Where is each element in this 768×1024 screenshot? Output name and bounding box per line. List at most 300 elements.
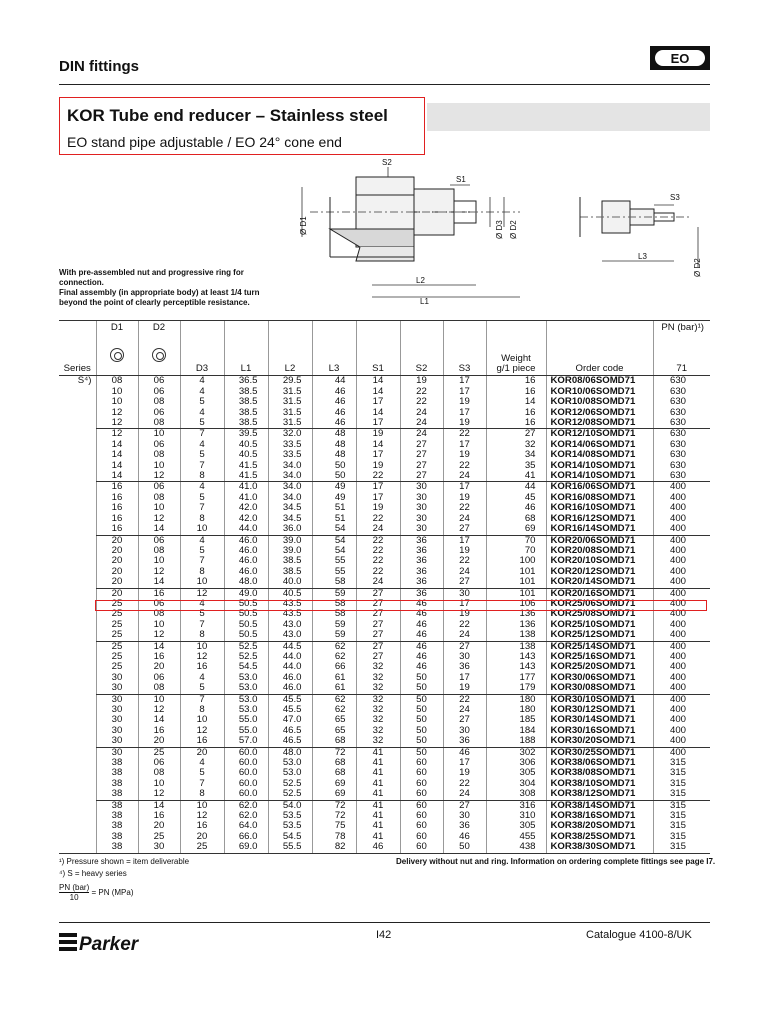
- cell-s3: 24: [443, 567, 486, 577]
- cell-s1: 14: [356, 440, 400, 450]
- cell-d3: 7: [180, 694, 224, 705]
- pn-denominator: 10: [69, 893, 79, 902]
- cell-weight: 106: [486, 599, 546, 609]
- cell-l1: 60.0: [224, 758, 268, 768]
- cell-s2: 50: [400, 747, 443, 758]
- cell-d1: 30: [96, 747, 138, 758]
- cell-series: [59, 832, 96, 842]
- cell-s3: 36: [443, 662, 486, 672]
- cell-weight: 68: [486, 514, 546, 524]
- label-s1: S1: [456, 175, 466, 184]
- cell-d1: 10: [96, 387, 138, 397]
- cell-pn: 630: [653, 450, 710, 460]
- cell-l2: 38.5: [268, 567, 312, 577]
- label-s2: S2: [382, 158, 392, 167]
- cell-weight: 35: [486, 461, 546, 471]
- cell-d1: 20: [96, 577, 138, 588]
- cell-series: [59, 683, 96, 694]
- cell-l2: 46.0: [268, 673, 312, 683]
- cell-series: [59, 811, 96, 821]
- cell-l3: 50: [312, 461, 356, 471]
- label-d2: Ø D2: [509, 220, 518, 239]
- cell-l1: 53.0: [224, 694, 268, 705]
- cell-d2: 06: [138, 758, 180, 768]
- cell-d1: 20: [96, 546, 138, 556]
- cell-series: [59, 662, 96, 672]
- cell-weight: 16: [486, 418, 546, 429]
- cell-l3: 54: [312, 546, 356, 556]
- cell-s2: 60: [400, 789, 443, 800]
- cell-s2: 50: [400, 715, 443, 725]
- cell-s2: 60: [400, 768, 443, 778]
- cell-order-code: KOR38/25SOMD71: [546, 832, 653, 842]
- cell-l1: 38.5: [224, 408, 268, 418]
- col-d2-symbol: [138, 334, 180, 376]
- eo-logo: [650, 46, 710, 70]
- cell-s2: 50: [400, 726, 443, 736]
- cell-s3: 19: [443, 450, 486, 460]
- cell-pn: 315: [653, 800, 710, 811]
- cell-series: [59, 599, 96, 609]
- cell-series: [59, 556, 96, 566]
- cell-order-code: KOR30/16SOMD71: [546, 726, 653, 736]
- col-s2: S2: [400, 334, 443, 376]
- cell-s2: 50: [400, 683, 443, 694]
- cell-s1: 22: [356, 471, 400, 482]
- col-d1-label: D1: [96, 321, 138, 335]
- cell-s2: 36: [400, 577, 443, 588]
- cell-series: [59, 567, 96, 577]
- cell-s2: 60: [400, 821, 443, 831]
- cell-l2: 43.5: [268, 599, 312, 609]
- cell-d3: 8: [180, 471, 224, 482]
- cell-weight: 143: [486, 652, 546, 662]
- cell-pn: 315: [653, 842, 710, 853]
- table-row: [59, 524, 710, 535]
- cell-order-code: KOR30/06SOMD71: [546, 673, 653, 683]
- cell-weight: 100: [486, 556, 546, 566]
- cell-s2: 30: [400, 524, 443, 535]
- section-title: DIN fittings: [59, 58, 139, 75]
- cell-s1: 22: [356, 556, 400, 566]
- cell-d2: 06: [138, 440, 180, 450]
- cell-weight: 101: [486, 588, 546, 599]
- cell-d3: 7: [180, 429, 224, 440]
- cell-pn: 400: [653, 524, 710, 535]
- cell-pn: 400: [653, 609, 710, 619]
- cell-weight: 304: [486, 779, 546, 789]
- cell-s1: 41: [356, 758, 400, 768]
- label-d1: Ø D1: [299, 216, 308, 235]
- cell-d2: 10: [138, 556, 180, 566]
- cell-d1: 30: [96, 683, 138, 694]
- cell-pn: 400: [653, 556, 710, 566]
- cell-d3: 20: [180, 747, 224, 758]
- cell-d1: 12: [96, 418, 138, 429]
- cell-s1: 27: [356, 652, 400, 662]
- cell-l2: 39.0: [268, 535, 312, 546]
- cell-weight: 310: [486, 811, 546, 821]
- cell-s3: 22: [443, 461, 486, 471]
- table-row: [59, 440, 710, 450]
- cell-s1: 27: [356, 599, 400, 609]
- cell-d2: 20: [138, 821, 180, 831]
- cell-l3: 50: [312, 471, 356, 482]
- cell-d3: 5: [180, 397, 224, 407]
- cell-weight: 455: [486, 832, 546, 842]
- cell-pn: 315: [653, 779, 710, 789]
- table-row: [59, 620, 710, 630]
- cell-s2: 30: [400, 482, 443, 493]
- cell-order-code: KOR30/25SOMD71: [546, 747, 653, 758]
- col-weight: Weight g/1 piece: [486, 334, 546, 376]
- cell-l1: 66.0: [224, 832, 268, 842]
- cell-s3: 17: [443, 376, 486, 387]
- cell-s2: 46: [400, 599, 443, 609]
- cell-d2: 10: [138, 503, 180, 513]
- cell-s3: 17: [443, 673, 486, 683]
- cell-d3: 4: [180, 599, 224, 609]
- cell-l3: 62: [312, 641, 356, 652]
- cell-l3: 54: [312, 535, 356, 546]
- label-l2: L2: [416, 276, 425, 285]
- cell-s3: 22: [443, 694, 486, 705]
- cell-d3: 5: [180, 683, 224, 694]
- cell-pn: 400: [653, 673, 710, 683]
- cell-pn: 400: [653, 683, 710, 694]
- cell-s3: 24: [443, 630, 486, 641]
- cell-series: [59, 705, 96, 715]
- cell-order-code: KOR38/06SOMD71: [546, 758, 653, 768]
- cell-s2: 27: [400, 450, 443, 460]
- cell-d1: 38: [96, 842, 138, 853]
- cell-l1: 49.0: [224, 588, 268, 599]
- cell-d2: 10: [138, 779, 180, 789]
- cell-s2: 27: [400, 461, 443, 471]
- svg-text:Parker: Parker: [79, 934, 139, 954]
- cell-s3: 30: [443, 652, 486, 662]
- cell-d3: 5: [180, 450, 224, 460]
- cell-l1: 48.0: [224, 577, 268, 588]
- cell-order-code: KOR16/10SOMD71: [546, 503, 653, 513]
- cell-l3: 82: [312, 842, 356, 853]
- cell-weight: 138: [486, 630, 546, 641]
- cell-weight: 70: [486, 546, 546, 556]
- table-row: [59, 715, 710, 725]
- cell-d1: 38: [96, 789, 138, 800]
- cell-d3: 4: [180, 376, 224, 387]
- cell-d2: 16: [138, 726, 180, 736]
- cell-pn: 400: [653, 567, 710, 577]
- cell-s1: 32: [356, 726, 400, 736]
- cell-d2: 06: [138, 673, 180, 683]
- cell-l1: 54.5: [224, 662, 268, 672]
- cell-weight: 316: [486, 800, 546, 811]
- cell-s3: 46: [443, 747, 486, 758]
- cell-s3: 24: [443, 789, 486, 800]
- cell-d3: 5: [180, 546, 224, 556]
- cell-l1: 60.0: [224, 779, 268, 789]
- cell-order-code: KOR38/16SOMD71: [546, 811, 653, 821]
- cell-weight: 69: [486, 524, 546, 535]
- cell-l1: 38.5: [224, 397, 268, 407]
- cell-series: [59, 535, 96, 546]
- col-series: Series: [59, 334, 96, 376]
- cell-l2: 31.5: [268, 397, 312, 407]
- cell-order-code: KOR20/12SOMD71: [546, 567, 653, 577]
- cell-d2: 12: [138, 705, 180, 715]
- cell-order-code: KOR14/10SOMD71: [546, 461, 653, 471]
- technical-drawing: [290, 157, 720, 307]
- cell-pn: 400: [653, 599, 710, 609]
- cell-s2: 60: [400, 758, 443, 768]
- header-rule: [59, 84, 710, 85]
- table-row: [59, 758, 710, 768]
- cell-l3: 72: [312, 811, 356, 821]
- cell-order-code: KOR12/06SOMD71: [546, 408, 653, 418]
- cell-d2: 12: [138, 514, 180, 524]
- table-row: [59, 662, 710, 672]
- table-row: [59, 832, 710, 842]
- cell-d2: 06: [138, 482, 180, 493]
- cell-d1: 20: [96, 588, 138, 599]
- cell-d1: 30: [96, 694, 138, 705]
- cell-s1: 41: [356, 800, 400, 811]
- cell-l1: 41.5: [224, 461, 268, 471]
- cell-d3: 5: [180, 493, 224, 503]
- cell-series: [59, 588, 96, 599]
- cell-l2: 36.0: [268, 524, 312, 535]
- cell-pn: 400: [653, 482, 710, 493]
- cell-l3: 58: [312, 599, 356, 609]
- cell-d2: 08: [138, 768, 180, 778]
- table-row: [59, 842, 710, 853]
- cell-weight: 306: [486, 758, 546, 768]
- cell-d3: 10: [180, 524, 224, 535]
- tube-diameter-icon: [152, 348, 166, 362]
- cell-s3: 17: [443, 440, 486, 450]
- cell-pn: 400: [653, 577, 710, 588]
- cell-l3: 51: [312, 514, 356, 524]
- cell-d1: 12: [96, 408, 138, 418]
- cell-s2: 30: [400, 514, 443, 524]
- cell-l2: 44.0: [268, 662, 312, 672]
- cell-order-code: KOR38/30SOMD71: [546, 842, 653, 853]
- table-row: [59, 641, 710, 652]
- cell-s1: 32: [356, 705, 400, 715]
- cell-d1: 10: [96, 397, 138, 407]
- note-line-1: With pre-assembled nut and progressive ring for connection.: [59, 268, 244, 287]
- cell-s1: 27: [356, 620, 400, 630]
- cell-d3: 4: [180, 408, 224, 418]
- cell-l3: 61: [312, 673, 356, 683]
- cell-l2: 52.5: [268, 789, 312, 800]
- cell-s3: 17: [443, 758, 486, 768]
- cell-l3: 65: [312, 726, 356, 736]
- cell-l3: 48: [312, 450, 356, 460]
- cell-pn: 400: [653, 620, 710, 630]
- cell-l3: 66: [312, 662, 356, 672]
- table-row: [59, 376, 710, 387]
- cell-d1: 25: [96, 641, 138, 652]
- cell-d2: 08: [138, 493, 180, 503]
- cell-series: [59, 440, 96, 450]
- cell-d3: 16: [180, 821, 224, 831]
- cell-series: [59, 429, 96, 440]
- cell-l3: 62: [312, 705, 356, 715]
- cell-order-code: KOR25/16SOMD71: [546, 652, 653, 662]
- cell-d3: 10: [180, 577, 224, 588]
- cell-l1: 46.0: [224, 556, 268, 566]
- cell-pn: 630: [653, 471, 710, 482]
- cell-series: [59, 408, 96, 418]
- cell-s1: 17: [356, 418, 400, 429]
- cell-s2: 22: [400, 387, 443, 397]
- cell-l3: 46: [312, 408, 356, 418]
- cell-l3: 68: [312, 758, 356, 768]
- cell-weight: 101: [486, 577, 546, 588]
- cell-order-code: KOR38/10SOMD71: [546, 779, 653, 789]
- cell-s3: 19: [443, 768, 486, 778]
- cell-l2: 46.5: [268, 726, 312, 736]
- cell-l2: 34.0: [268, 493, 312, 503]
- cell-s1: 22: [356, 567, 400, 577]
- cell-s1: 17: [356, 450, 400, 460]
- footer-rule: [59, 922, 710, 923]
- cell-l1: 41.0: [224, 482, 268, 493]
- cell-series: [59, 768, 96, 778]
- cell-d1: 20: [96, 567, 138, 577]
- cell-l1: 52.5: [224, 641, 268, 652]
- cell-d3: 8: [180, 789, 224, 800]
- cell-d2: 06: [138, 387, 180, 397]
- cell-d1: 30: [96, 673, 138, 683]
- cell-weight: 305: [486, 768, 546, 778]
- cell-d1: 08: [96, 376, 138, 387]
- cell-l3: 62: [312, 652, 356, 662]
- cell-d2: 06: [138, 599, 180, 609]
- cell-l3: 55: [312, 556, 356, 566]
- cell-d2: 08: [138, 450, 180, 460]
- table-row: [59, 546, 710, 556]
- cell-s2: 50: [400, 694, 443, 705]
- table-row: [59, 577, 710, 588]
- cell-l2: 34.0: [268, 461, 312, 471]
- cell-d3: 8: [180, 705, 224, 715]
- cell-pn: 630: [653, 397, 710, 407]
- cell-pn: 400: [653, 662, 710, 672]
- cell-d2: 14: [138, 800, 180, 811]
- cell-l2: 31.5: [268, 408, 312, 418]
- cell-d2: 10: [138, 620, 180, 630]
- page-number: I42: [376, 929, 392, 941]
- cell-s3: 19: [443, 546, 486, 556]
- table-row: [59, 461, 710, 471]
- cell-series: [59, 387, 96, 397]
- cell-pn: 315: [653, 768, 710, 778]
- cell-l2: 46.0: [268, 683, 312, 694]
- cell-series: [59, 736, 96, 747]
- cell-order-code: KOR16/14SOMD71: [546, 524, 653, 535]
- cell-d2: 06: [138, 408, 180, 418]
- cell-d2: 06: [138, 535, 180, 546]
- cell-d1: 38: [96, 821, 138, 831]
- cell-order-code: KOR30/08SOMD71: [546, 683, 653, 694]
- cell-series: [59, 450, 96, 460]
- cell-order-code: KOR30/12SOMD71: [546, 705, 653, 715]
- cell-s1: 27: [356, 641, 400, 652]
- cell-pn: 400: [653, 694, 710, 705]
- cell-order-code: KOR30/20SOMD71: [546, 736, 653, 747]
- cell-pn: 400: [653, 514, 710, 524]
- cell-l2: 52.5: [268, 779, 312, 789]
- cell-d3: 4: [180, 535, 224, 546]
- col-s3: S3: [443, 334, 486, 376]
- cell-weight: 44: [486, 482, 546, 493]
- cell-series: [59, 546, 96, 556]
- cell-pn: 400: [653, 535, 710, 546]
- cell-l2: 31.5: [268, 387, 312, 397]
- cell-d1: 30: [96, 715, 138, 725]
- cell-s1: 46: [356, 842, 400, 853]
- table-row: [59, 387, 710, 397]
- cell-weight: 180: [486, 694, 546, 705]
- cell-l1: 46.0: [224, 567, 268, 577]
- cell-s3: 30: [443, 726, 486, 736]
- cell-d3: 10: [180, 715, 224, 725]
- cell-s2: 46: [400, 620, 443, 630]
- cell-d2: 06: [138, 376, 180, 387]
- cell-weight: 177: [486, 673, 546, 683]
- table-row: [59, 503, 710, 513]
- cell-d2: 14: [138, 715, 180, 725]
- cell-s3: 17: [443, 599, 486, 609]
- cell-series: [59, 471, 96, 482]
- cell-d3: 4: [180, 482, 224, 493]
- cell-series: [59, 694, 96, 705]
- cell-s2: 60: [400, 800, 443, 811]
- cell-pn: 630: [653, 418, 710, 429]
- cell-weight: 41: [486, 471, 546, 482]
- cell-d3: 5: [180, 768, 224, 778]
- cell-pn: 400: [653, 726, 710, 736]
- cell-d1: 30: [96, 726, 138, 736]
- cell-d1: 25: [96, 662, 138, 672]
- cell-s2: 60: [400, 811, 443, 821]
- cell-l3: 58: [312, 577, 356, 588]
- cell-s3: 22: [443, 503, 486, 513]
- cell-pn: 315: [653, 811, 710, 821]
- cell-weight: 180: [486, 705, 546, 715]
- cell-d2: 16: [138, 811, 180, 821]
- cell-order-code: KOR10/08SOMD71: [546, 397, 653, 407]
- cell-s3: 19: [443, 493, 486, 503]
- cell-s2: 36: [400, 567, 443, 577]
- cell-s2: 46: [400, 609, 443, 619]
- cell-s2: 36: [400, 556, 443, 566]
- cell-l2: 44.5: [268, 641, 312, 652]
- cell-s2: 27: [400, 471, 443, 482]
- cell-s2: 36: [400, 535, 443, 546]
- cell-d3: 8: [180, 567, 224, 577]
- table-row: [59, 652, 710, 662]
- cell-pn: 630: [653, 408, 710, 418]
- cell-weight: 179: [486, 683, 546, 694]
- cell-s2: 46: [400, 652, 443, 662]
- cell-series: [59, 514, 96, 524]
- spec-table: [59, 320, 710, 854]
- cell-pn: 400: [653, 630, 710, 641]
